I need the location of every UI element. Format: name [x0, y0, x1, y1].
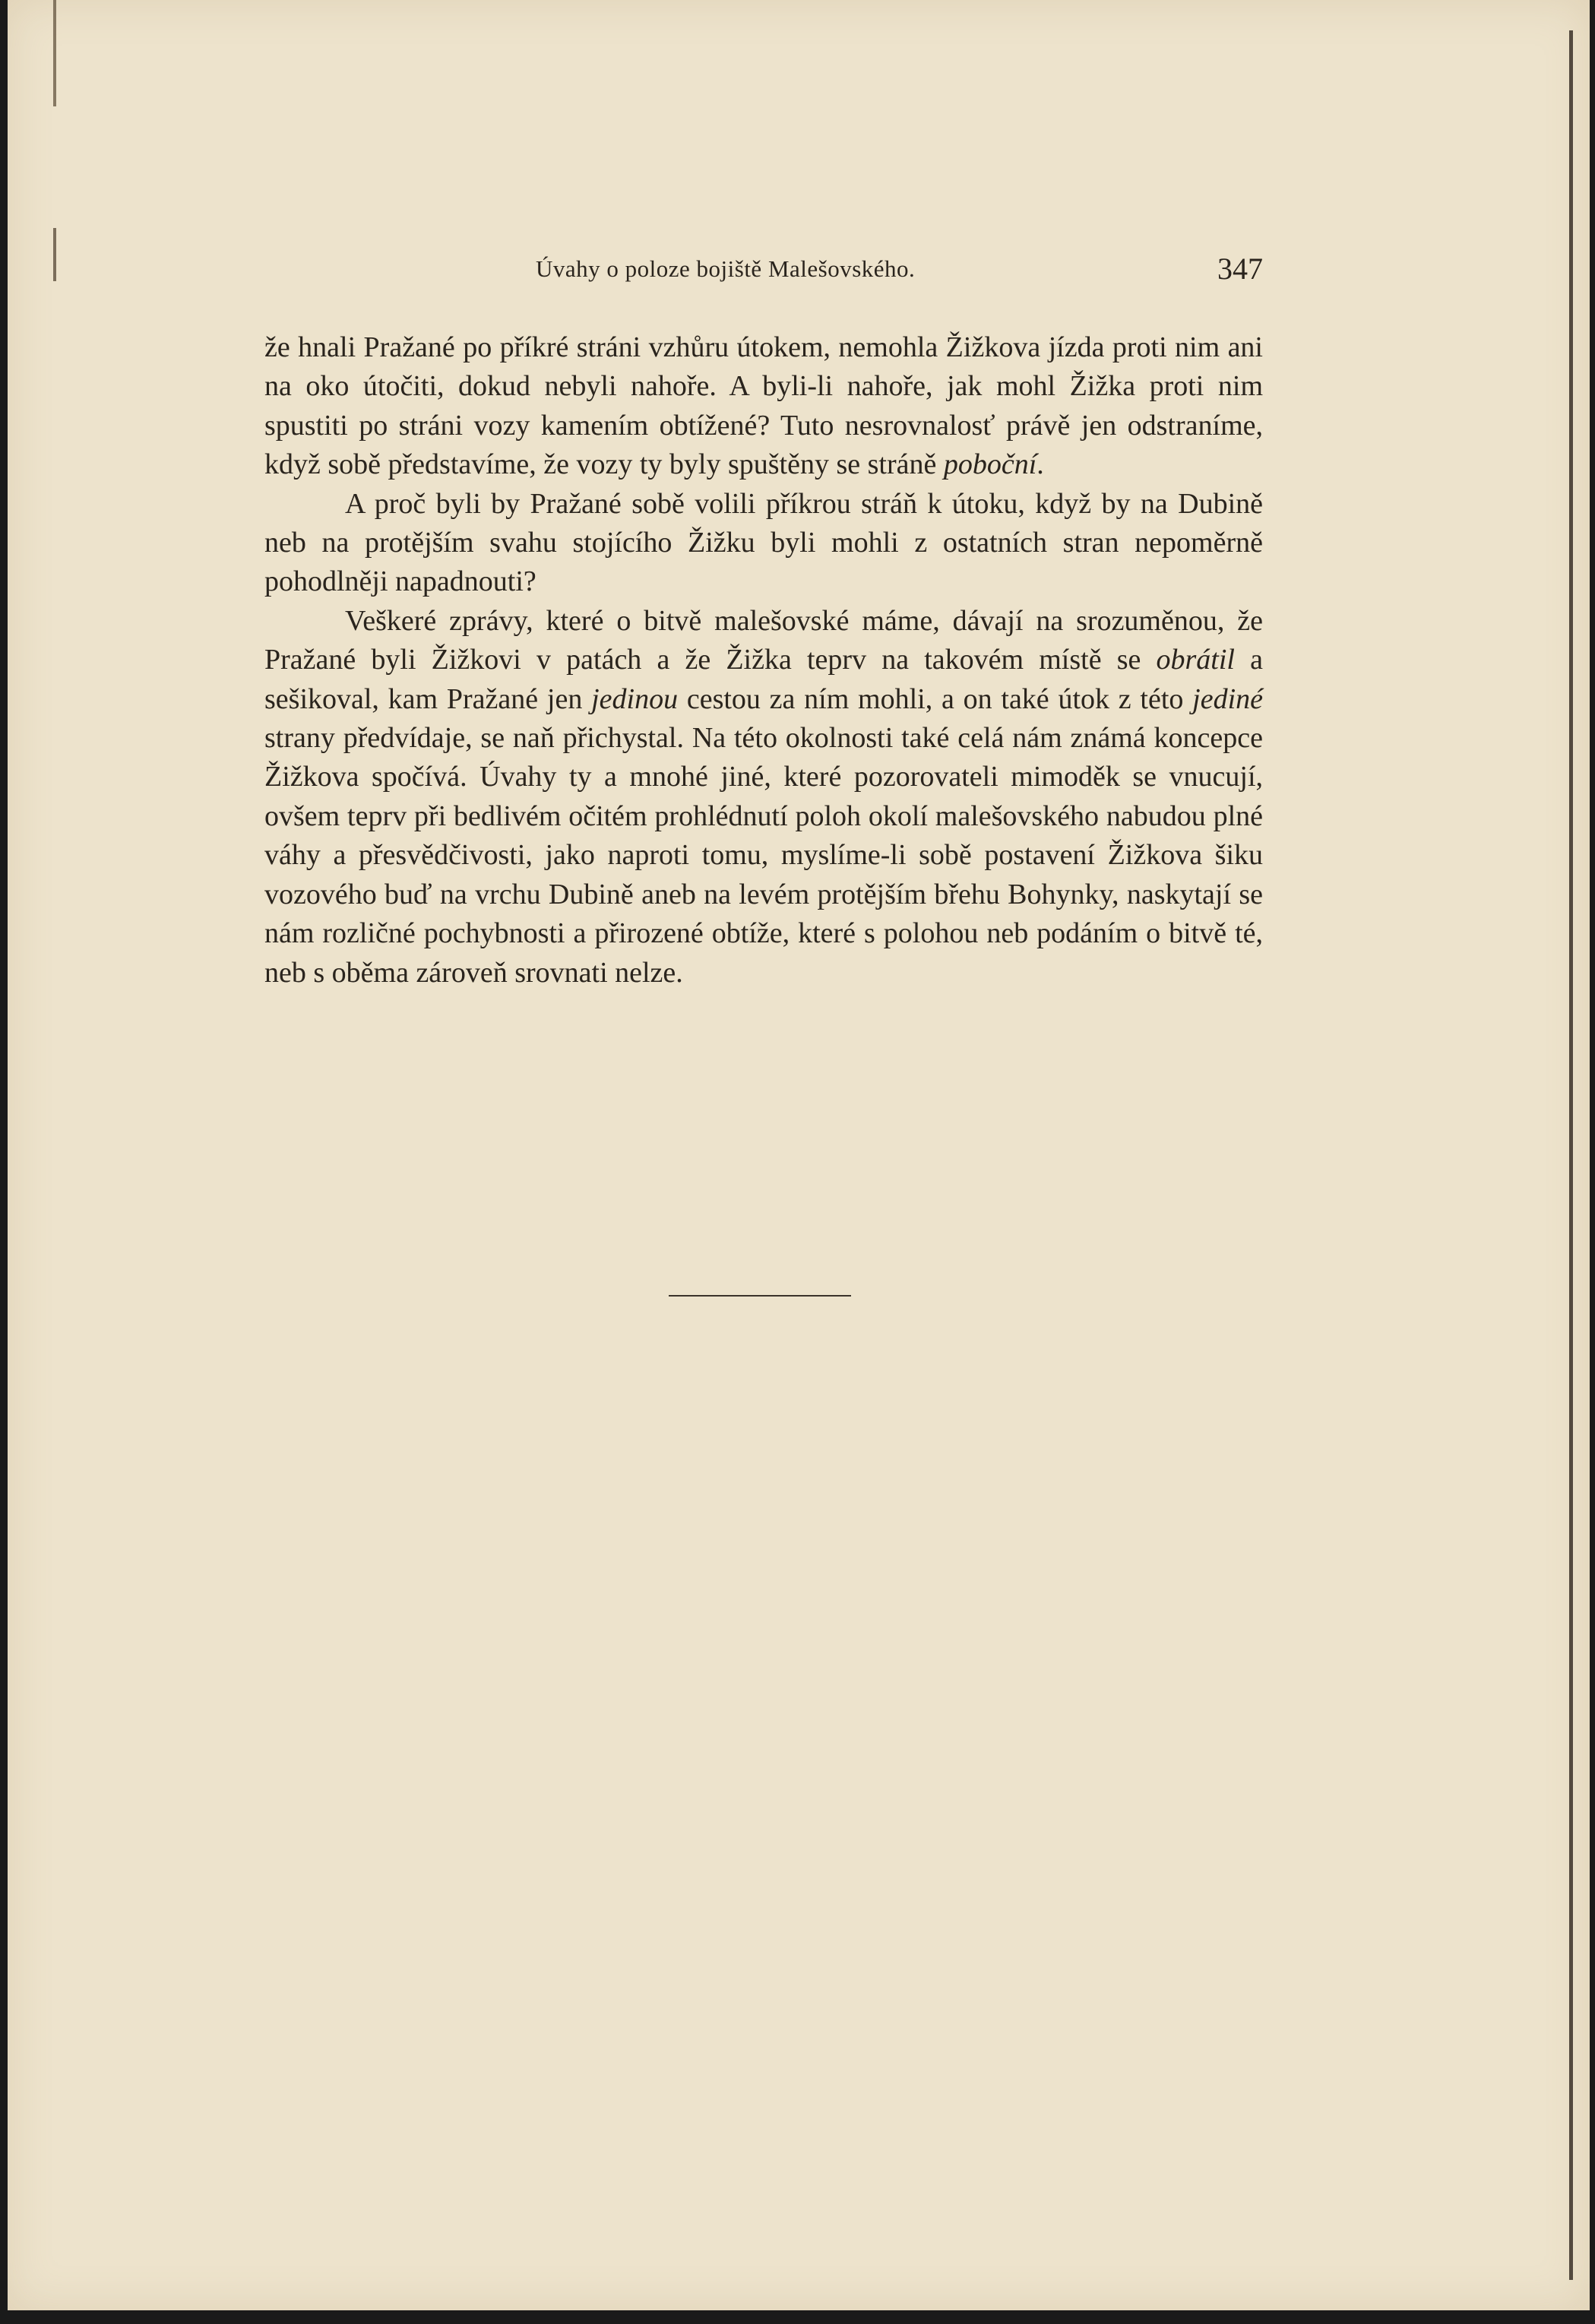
paragraph [264, 328, 1263, 485]
paragraph-text: a sešikoval, kam Pražané jen [264, 644, 1263, 715]
paragraph [264, 602, 1263, 993]
running-title: Úvahy o poloze bojiště Malešovského. [536, 255, 916, 282]
paragraph-text: strany předvídaje, se naň přichystal. Na této okolnosti také celá nám známá koncepce Žižkova spočívá. Úvahy ty a mnohé jiné, které pozorovateli mimoděk se vnucují, ovšem teprv při bedlivém očitém prohlédnutí poloh okolí malešovského nabudou plné váhy a přesvědčivosti, jako naproti tomu, myslíme-li sobě postavení Žižkova šiku vozového buď na vrchu Dubině aneb na levém protějším břehu Bohynky, naskytají se nám rozličné pochybnosti a přirozené obtíže, které s polohou neb podáním o bitvě té, neb s oběma zároveň srovnati nelze. [264, 722, 1263, 989]
page-left-edge [53, 0, 56, 2310]
end-rule [669, 1295, 851, 1297]
paragraph-text: Veškeré zprávy, které o bitvě malešovské máme, dávají na srozuměnou, že Pražané byli Žižkovi v patách a že Žižka teprv na takovém místě se [264, 604, 1263, 676]
paragraph-text: . [1036, 448, 1044, 481]
body-text [264, 328, 1263, 993]
italic-text: obrátil [1156, 644, 1235, 676]
paragraph [264, 485, 1263, 602]
italic-text: jediné [1192, 682, 1263, 715]
page-number: 347 [1217, 252, 1263, 286]
page-header [266, 251, 1263, 289]
paragraph-text: že hnali Pražané po příkré stráni vzhůru útokem, nemohla Žižkova jízda proti nim ani na oko útočiti, dokud nebyli nahoře. A byli-li nahoře, jak mohl Žižka proti nim spustiti po stráni vozy kamením obtížené? Tuto nesrovnalosť právě jen odstraníme, když sobě představíme, že vozy ty byly spuštěny se stráně [264, 331, 1263, 481]
page-right-edge [1569, 30, 1573, 2280]
book-page [8, 0, 1590, 2310]
italic-text: poboční [943, 448, 1037, 481]
paragraph-text: A proč byli by Pražané sobě volili příkrou stráň k útoku, když by na Dubině neb na protějším svahu stojícího Žižku byli mohli z ostatních stran nepoměrně pohodlněji napadnouti? [264, 487, 1263, 598]
italic-text: jedinou [591, 682, 679, 715]
paragraph-text: cestou za ním mohli, a on také útok z této [678, 682, 1193, 715]
